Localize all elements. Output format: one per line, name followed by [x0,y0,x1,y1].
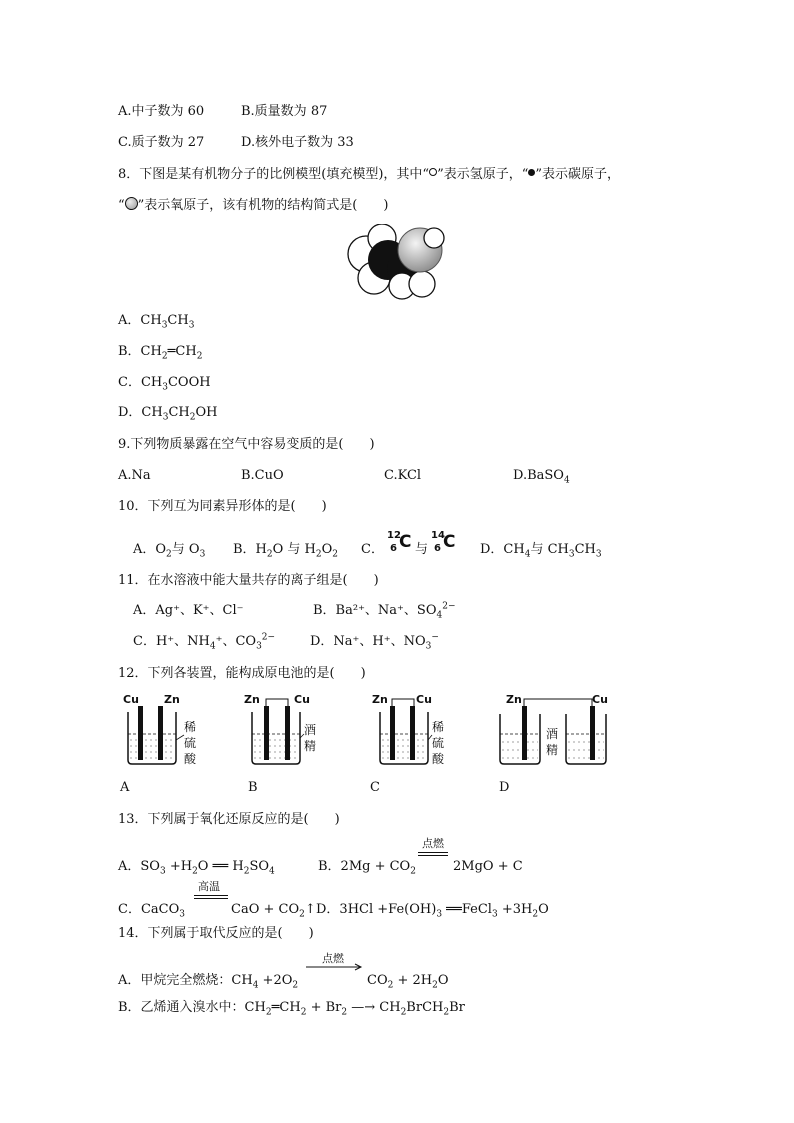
svg-text:稀: 稀 [432,720,445,734]
q13-option-c-left: C．CaCO$_3$ [118,902,185,920]
q10-option-a: A．$O_2$与 $O_3$ [133,542,206,560]
hydrogen-atom-icon [429,168,437,176]
q13-option-c-right: CaO + $CO_2↑$ [231,902,316,920]
q14-option-a-condition: 点燃 [322,952,344,965]
q13-option-c-condition: 高温 [198,880,220,893]
svg-text:硫: 硫 [432,736,445,750]
svg-text:酸: 酸 [432,752,445,766]
svg-text:Zn: Zn [372,693,388,706]
q12-stem: 12．下列各装置，能构成原电池的是( ) [118,666,366,681]
q8-option-b: B．$CH_2═CH_2$ [118,344,203,362]
q14-option-a-left: A．甲烷完全燃烧：$CH_4 +2O_2$ [118,973,299,991]
q9-option-d: D.BaSO$_4$ [513,468,570,486]
q13-option-b-left: B．$2Mg + CO_2$ [318,859,416,877]
svg-text:精: 精 [304,739,317,753]
q13-option-a: A．$SO_3 +H_2O$ ══ $H_2SO_4$ [118,859,275,877]
q11-stem: 11．在水溶液中能大量共存的离子组是( ) [118,573,379,588]
oxygen-atom-icon [125,197,138,210]
q11-option-d: D．Na⁺、H⁺、$NO_3^-$ [310,632,439,652]
q13-option-b-right: 2MgO + C [453,859,523,874]
q11-option-a: A．Ag⁺、K⁺、Cl⁻ [133,603,244,618]
svg-text:酒: 酒 [546,727,559,741]
equals-sign-line [194,898,228,899]
q8-option-a: A．$CH_3CH_3$ [118,313,195,331]
svg-text:硫: 硫 [184,736,197,750]
equals-sign-line [418,855,448,856]
q11-option-c: C．H⁺、$NH_4^+$、$CO_3^{2-}$ [133,632,276,652]
q10-option-c-and: 与 [415,542,429,557]
q7-option-c: C.质子数为 27 [118,135,205,150]
apparatus-d-figure [494,690,624,770]
q13-option-d: D．$3HCl +Fe(OH)_3$ ══FeCl$_3$ $+3H_2O$ [316,902,549,920]
apparatus-b-figure [244,690,334,770]
q9-option-b: B.CuO [241,468,284,483]
q10-stem: 10．下列互为同素异形体的是( ) [118,499,327,514]
q14-option-b: B．乙烯通入溴水中：$CH_2═CH_2 + Br_2$ —→ $CH_2BrCH_2Br$ [118,1000,465,1018]
q7-option-a: A.中子数为 60 [118,104,205,119]
svg-text:Cu: Cu [123,693,139,706]
q7-option-d: D.核外电子数为 33 [241,135,354,150]
q9-option-a: A.Na [118,468,151,483]
svg-text:精: 精 [546,743,559,757]
q10-option-c-label: C． [361,542,384,557]
q12-label-c: C [370,780,380,795]
q11-option-b: B．Ba²⁺、Na⁺、$SO_4^{2-}$ [313,601,456,621]
q9-option-c: C.KCl [384,468,422,483]
hydrogen-ball [409,271,435,297]
q8-stem-line2: “ ”表示氧原子，该有机物的结构简式是( ) [118,198,389,213]
apparatus-a-figure [118,690,208,770]
apparatus-c-figure [370,690,460,770]
q14-stem: 14．下列属于取代反应的是( ) [118,926,314,941]
q13-option-b-condition: 点燃 [422,837,444,850]
q14-option-a-right: $CO_2 + 2H_2O$ [367,973,449,991]
q9-stem: 9.下列物质暴露在空气中容易变质的是( ) [118,437,375,452]
q12-label-d: D [499,780,510,795]
svg-text:Zn: Zn [244,693,260,706]
hydrogen-ball [424,228,444,248]
q8-stem-line1: 8．下图是某有机物分子的比例模型(填充模型)，其中“ ”表示氢原子，“ ”表示碳原子， [118,167,621,182]
svg-text:Zn: Zn [164,693,180,706]
q8-option-d: D．$CH_3CH_2OH$ [118,405,218,423]
equals-sign-line [194,895,228,896]
equals-sign-line [418,852,448,853]
q7-option-b: B.质量数为 87 [241,104,328,119]
svg-text:Cu: Cu [294,693,310,706]
svg-text:Cu: Cu [592,693,608,706]
reaction-arrow-icon [306,962,364,972]
q10-option-b: B．$H_2O$ 与 $H_2O_2$ [233,542,339,560]
svg-text:酒: 酒 [304,723,317,737]
svg-text:Cu: Cu [416,693,432,706]
molecule-model-figure [344,224,450,300]
q10-option-d: D．$CH_4$与 $CH_3CH_3$ [480,542,602,560]
q8-option-c: C．$CH_3COOH$ [118,375,211,393]
svg-text:酸: 酸 [184,752,197,766]
svg-text:稀: 稀 [184,720,197,734]
q13-stem: 13．下列属于氧化还原反应的是( ) [118,812,340,827]
q12-label-b: B [248,780,258,795]
q12-label-a: A [120,780,130,795]
svg-text:Zn: Zn [506,693,522,706]
